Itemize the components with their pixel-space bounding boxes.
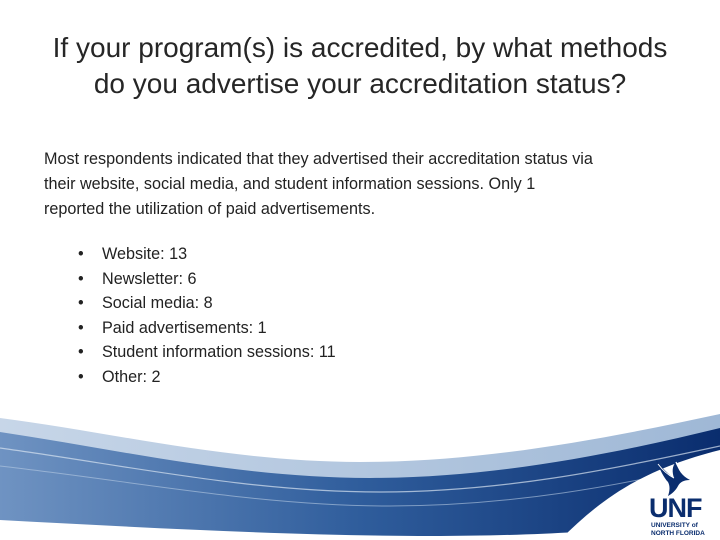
summary-line: their website, social media, and student information sessions. Only 1 [44, 175, 536, 193]
logo-wordmark: UNF [649, 493, 702, 523]
list-item-text: Paid advertisements: 1 [102, 318, 267, 337]
bullet-icon: • [78, 269, 84, 288]
summary-line: reported the utilization of paid advertisements. [44, 200, 376, 218]
list-item-text: Student information sessions: 11 [102, 343, 336, 361]
list-item-text: Social media: 8 [102, 294, 213, 312]
summary-line: Most respondents indicated that they advertised their accreditation status via [44, 150, 593, 168]
slide-title-line: If your program(s) is accredited, by what methods [52, 32, 668, 63]
logo-subtitle [651, 522, 705, 538]
bullet-icon: • [78, 367, 84, 386]
list-item-text: Newsletter: 6 [102, 269, 197, 288]
bullet-icon: • [78, 318, 84, 337]
bullet-icon: • [78, 343, 84, 361]
logo-subtitle-line: UNIVERSITY of [651, 522, 698, 529]
bullet-icon: • [78, 245, 84, 263]
unf-logo [640, 458, 720, 540]
slide-title-line: do you advertise your accreditation status? [93, 68, 627, 99]
logo-subtitle-line: NORTH FLORIDA [651, 530, 705, 537]
bullet-icon: • [78, 294, 84, 312]
list-item-text: Other: 2 [102, 367, 161, 386]
osprey-icon [652, 458, 696, 498]
list-item-text: Website: 13 [102, 245, 188, 263]
